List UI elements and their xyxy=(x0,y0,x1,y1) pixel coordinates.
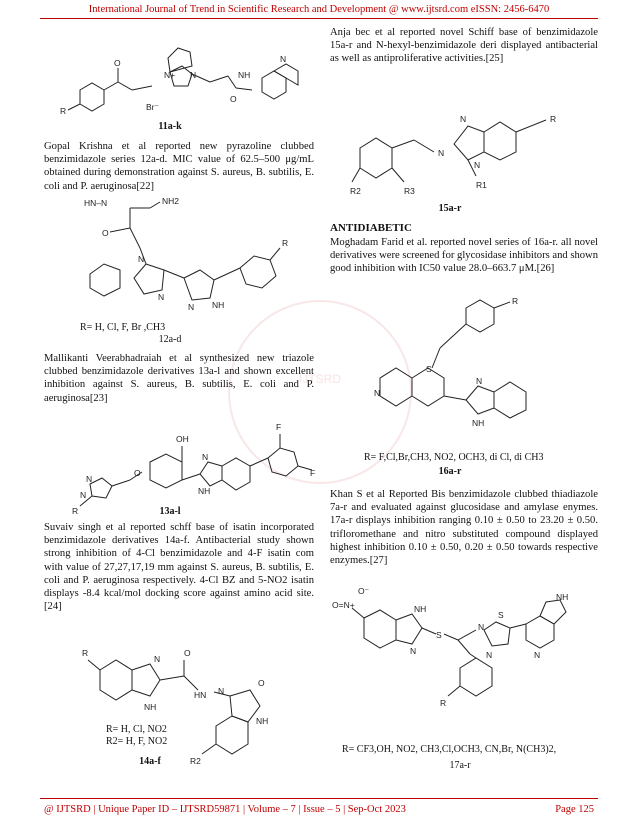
structure-16a-r xyxy=(350,296,590,446)
structure-14a-f-label: 14a-f xyxy=(139,756,161,767)
svg-text:N: N xyxy=(86,474,93,484)
svg-text:N+: N+ xyxy=(164,70,176,80)
svg-text:NH: NH xyxy=(256,716,269,726)
svg-text:N: N xyxy=(486,650,493,660)
paragraph-12a-d: Gopal Krishna et al reported new pyrazoline clubbed benzimidazole series 12a-d. MIC value of 62.5–500 μg/mL obtained during demonstration against S. aureus, B. subtilis, E. coli and P. aeruginosa[22] xyxy=(44,141,314,192)
structure-17a-r xyxy=(330,588,590,738)
svg-text:S: S xyxy=(498,610,504,620)
paragraph-14a-f: Suvaiv singh et al reported schff base of isatin incorporated benzimidazole derivatives 14a-f. Antibacterial study shown strong inhibition of 4-Cl benzimidazole and 4-F isatin com with value of 27,27,17,19 mm against S. aureus, B. subtilis, E. coli and P. aeruginosa respectively. 4-Cl BZ and 5-NO2 isatin displays -8.4 kcal/mol docking score against amino acid site.[24] xyxy=(44,522,314,613)
svg-text:R2: R2 xyxy=(190,756,201,766)
structure-12a-d-substituents: R= H, Cl, F, Br ,CH3 xyxy=(80,322,166,333)
svg-text:OH: OH xyxy=(176,434,189,444)
svg-text:NH: NH xyxy=(238,70,251,80)
svg-text:N: N xyxy=(476,376,483,386)
svg-text:R2: R2 xyxy=(350,186,361,196)
journal-header: International Journal of Trend in Scientific Research and Development @ www.ijtsrd.com eISSN: 2456-6470 xyxy=(88,4,550,15)
svg-text:N: N xyxy=(410,646,417,656)
svg-text:NH: NH xyxy=(414,604,427,614)
footer xyxy=(44,804,594,815)
structure-15a-r xyxy=(350,98,590,204)
svg-text:NH: NH xyxy=(144,702,157,712)
svg-text:R: R xyxy=(512,296,519,306)
svg-text:HN–N: HN–N xyxy=(84,198,108,208)
structure-16a-r-substituents: R= F,Cl,Br,CH3, NO2, OCH3, di Cl, di CH3 xyxy=(364,452,544,463)
svg-text:N: N xyxy=(154,654,161,664)
svg-text:O=N+: O=N+ xyxy=(332,600,355,610)
svg-text:N: N xyxy=(80,490,87,500)
svg-text:N: N xyxy=(138,254,145,264)
svg-text:NH: NH xyxy=(472,418,485,428)
svg-text:N: N xyxy=(478,622,485,632)
paragraph-17a-r: Khan S et al Reported Bis benzimidazole clubbed thiadiazole 7a-r and evaluated against glucosidase and amylase enymes. 17a-r displays inhibition ranging 0.10 ± 0.50 to 23.20 ± 0.50. trifloromethane and nitro substituted compound displayed highest inhibition 0.10 ± 0.50, 0.20 ± 0.50 towards respective enzymes.[27] xyxy=(330,489,598,567)
structure-17a-r-label: 17a-r xyxy=(449,760,471,771)
watermark-seal: IJTSRD xyxy=(228,300,412,484)
paragraph-15a-r: Anja bec et al reported novel Schiff base of benzimidazole 15a-r and N-hexyl-benzimidazole deri displayed antibacterial as well as antiproliferative activities.[25] xyxy=(330,27,598,65)
svg-text:R3: R3 xyxy=(404,186,415,196)
svg-text:R: R xyxy=(72,506,79,516)
svg-text:R: R xyxy=(550,114,557,124)
svg-text:R: R xyxy=(282,238,289,248)
svg-text:O: O xyxy=(134,468,141,478)
svg-text:NH2: NH2 xyxy=(162,196,180,206)
structure-14a-f xyxy=(80,640,320,790)
svg-text:F: F xyxy=(310,468,316,478)
svg-text:O: O xyxy=(258,678,265,688)
structure-16a-r-label: 16a-r xyxy=(438,466,462,477)
svg-text:N: N xyxy=(218,686,225,696)
structure-17a-r-substituents: R= CF3,OH, NO2, CH3,Cl,OCH3, CN,Br, N(CH3)2, xyxy=(342,744,557,755)
svg-text:R: R xyxy=(440,698,447,708)
svg-text:S: S xyxy=(436,630,442,640)
svg-text:NH: NH xyxy=(212,300,225,310)
svg-text:N: N xyxy=(280,54,287,64)
svg-text:S: S xyxy=(426,364,432,374)
structure-12a-d-label: 12a-d xyxy=(158,334,182,345)
header-rule xyxy=(40,18,598,19)
structure-14a-f-r2: R2= H, F, NO2 xyxy=(106,736,168,747)
footer-page-number: Page 125 xyxy=(555,804,594,815)
footer-rule xyxy=(40,798,598,799)
paragraph-13a-l: Mallikanti Veerabhadraiah et al synthesized new triazole clubbed benzimidazole derivatives 13a-l and shown excellent inhibition against S. aureus, B. subtilis, E. coli and P. aeruginosa[23] xyxy=(44,353,314,404)
svg-text:O: O xyxy=(184,648,191,658)
structure-13a-l xyxy=(70,410,320,520)
svg-text:N: N xyxy=(190,70,197,80)
svg-text:N: N xyxy=(460,114,467,124)
structure-11a-k-label: 11a-k xyxy=(158,121,182,132)
structure-13a-l-label: 13a-l xyxy=(159,506,181,517)
svg-text:R: R xyxy=(82,648,89,658)
svg-text:N: N xyxy=(202,452,209,462)
structure-14a-f-r1: R= H, Cl, NO2 xyxy=(106,724,167,735)
svg-text:N: N xyxy=(374,388,381,398)
svg-text:R: R xyxy=(60,106,67,116)
footer-paper-info: @ IJTSRD | Unique Paper ID – IJTSRD59871 | Volume – 7 | Issue – 5 | Sep-Oct 2023 xyxy=(44,804,406,815)
svg-text:O: O xyxy=(102,228,109,238)
svg-text:NH: NH xyxy=(198,486,211,496)
svg-text:HN: HN xyxy=(194,690,207,700)
svg-text:F: F xyxy=(276,422,282,432)
svg-text:Br⁻: Br⁻ xyxy=(146,102,159,112)
svg-text:N: N xyxy=(438,148,445,158)
svg-text:O⁻: O⁻ xyxy=(358,586,370,596)
section-heading-antidiabetic: ANTIDIABETIC xyxy=(330,222,412,234)
svg-text:O: O xyxy=(230,94,237,104)
paragraph-16a-r: Moghadam Farid et al. reported novel series of 16a-r. all novel derivatives were screened for glycosidase inhibitors and shown good inhibition with IC50 value 28.0–663.7 μM.[26] xyxy=(330,237,598,275)
svg-text:O: O xyxy=(114,58,121,68)
structure-11a-k xyxy=(60,30,310,120)
structure-12a-d xyxy=(80,198,320,318)
svg-text:N: N xyxy=(188,302,195,312)
svg-text:N: N xyxy=(534,650,541,660)
structure-15a-r-label: 15a-r xyxy=(438,203,462,214)
svg-text:N: N xyxy=(158,292,165,302)
svg-text:R1: R1 xyxy=(476,180,487,190)
svg-text:N: N xyxy=(474,160,481,170)
svg-text:NH: NH xyxy=(556,592,569,602)
